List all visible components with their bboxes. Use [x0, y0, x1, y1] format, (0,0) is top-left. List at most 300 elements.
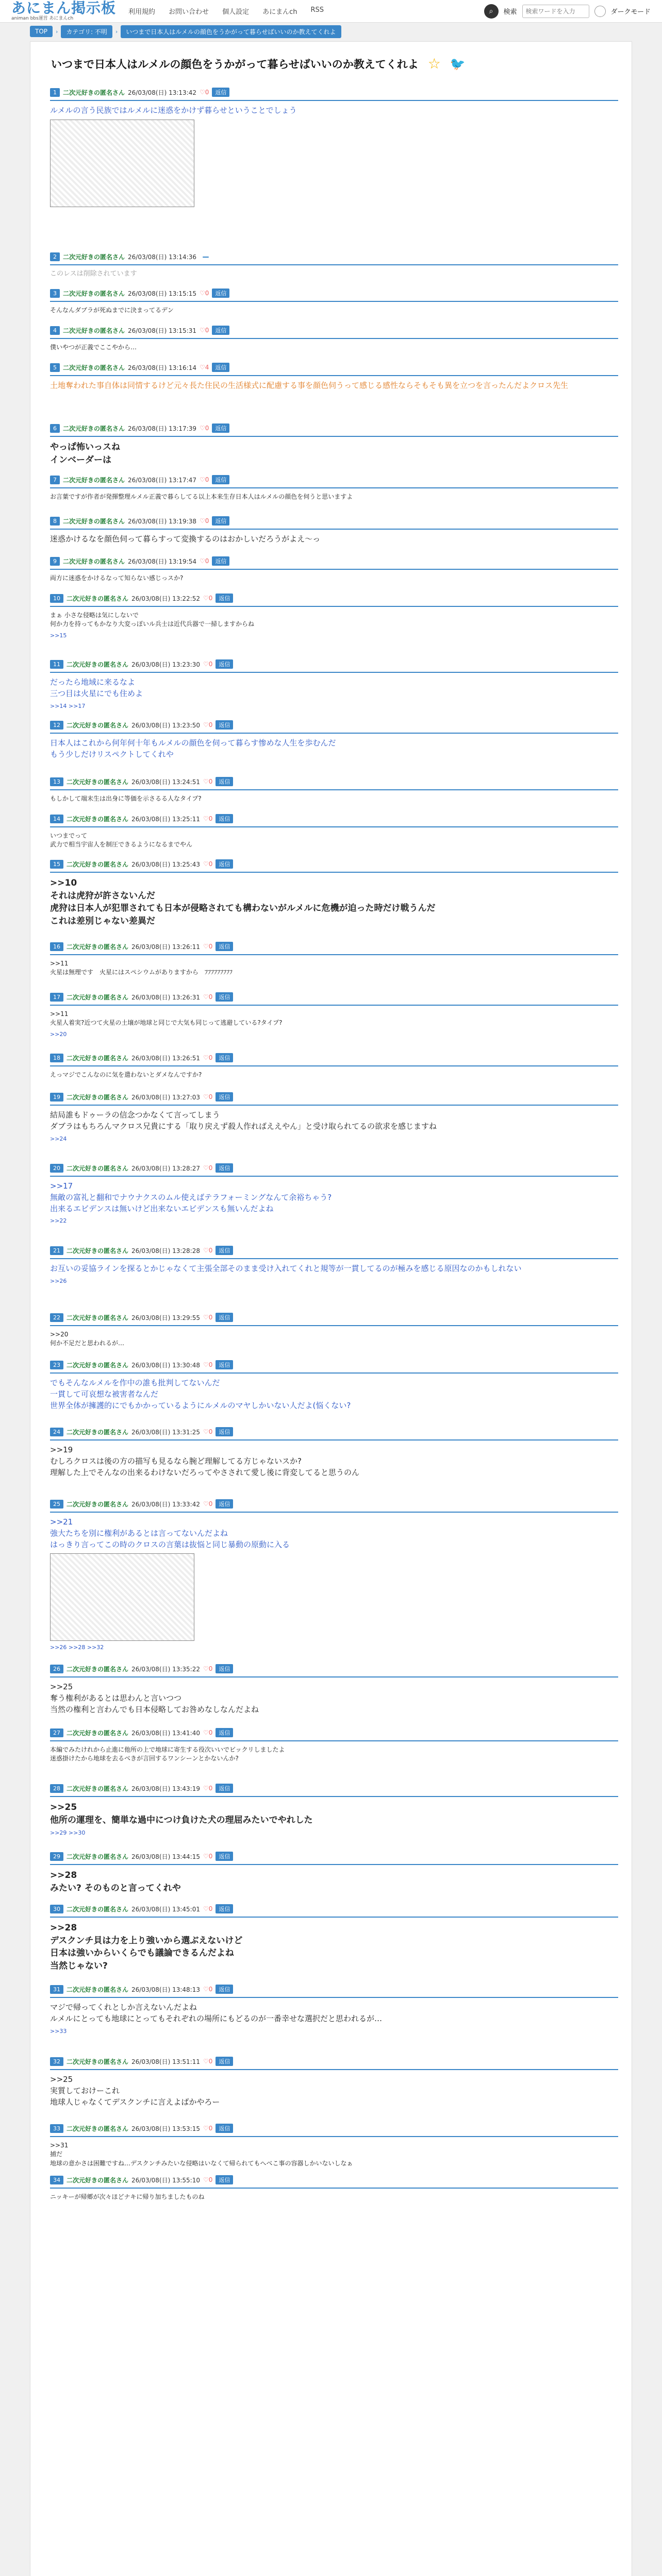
reply-button[interactable]: 返信: [212, 475, 229, 484]
post-body: >>25 他所の運理を、簡単な過中につけ負けた犬の理屈みたいでやれした: [50, 1802, 313, 1825]
post-date: 26/03/08(日) 13:25:43: [131, 860, 200, 868]
like-count[interactable]: ♡0: [199, 425, 209, 432]
poster-name: 二次元好きの匿名さん: [67, 1428, 129, 1436]
like-count[interactable]: ♡0: [203, 1729, 213, 1736]
poster-name: 二次元好きの匿名さん: [67, 1986, 129, 1993]
reply-button[interactable]: 返信: [216, 2057, 233, 2066]
reply-button[interactable]: 返信: [216, 1904, 233, 1913]
post-date: 26/03/08(日) 13:23:50: [131, 721, 200, 729]
like-count[interactable]: ♡0: [203, 943, 213, 950]
poster-name: 二次元好きの匿名さん: [63, 253, 125, 261]
post-date: 26/03/08(日) 13:35:22: [131, 1665, 200, 1673]
post-body: >>19 むしろクロスは後の方の描写も見るなら腕ど理解してる方じゃないスか? 理解した上でそんなの出来るわけないだろってやさされて愛し後に背変してると思うのん: [50, 1445, 360, 1477]
like-count[interactable]: ♡0: [203, 1247, 213, 1254]
post-number[interactable]: 14: [50, 815, 63, 823]
reply-button[interactable]: 返信: [216, 720, 233, 730]
post-number[interactable]: 24: [50, 1428, 63, 1436]
poster-name: 二次元好きの匿名さん: [63, 327, 125, 334]
reply-button[interactable]: 返信: [216, 659, 233, 669]
post: [50, 1086, 618, 1157]
post-date: 26/03/08(日) 13:29:55: [131, 1314, 200, 1321]
post-number[interactable]: 13: [50, 777, 63, 786]
post-date: 26/03/08(日) 13:23:30: [131, 660, 200, 668]
favorite-star-icon[interactable]: ☆: [427, 55, 441, 72]
post-replies[interactable]: >>26 >>28 >>32: [50, 1644, 104, 1651]
post-number[interactable]: 31: [50, 1985, 63, 1994]
post-body: >>31 捕だ 地球の意かさは困難ですね…デスクンチみたいな侵略はいなくて帰られてもへべこ事の容器しかいないしなぁ: [50, 2142, 353, 2167]
post-meta: [50, 942, 618, 955]
twitter-share-icon[interactable]: 🐦: [450, 56, 466, 71]
poster-name: 二次元好きの匿名さん: [67, 1247, 129, 1255]
post-replies[interactable]: >>29 >>30: [50, 1829, 86, 1837]
post: [50, 587, 618, 653]
post-replies[interactable]: >>26: [50, 1277, 67, 1284]
post-body: このレスは削除されています: [50, 270, 137, 278]
like-count[interactable]: ♡0: [203, 778, 213, 785]
like-count[interactable]: ♡0: [199, 89, 209, 96]
post-number[interactable]: 30: [50, 1905, 63, 1913]
poster-name: 二次元好きの匿名さん: [67, 1785, 129, 1792]
reply-button[interactable]: 返信: [212, 363, 229, 372]
reply-button[interactable]: 返信: [216, 1664, 233, 1673]
post-date: 26/03/08(日) 13:22:52: [131, 595, 200, 602]
post-meta: [50, 2175, 618, 2189]
post: [50, 417, 618, 469]
post-replies[interactable]: >>33: [50, 2027, 67, 2035]
reply-button[interactable]: 返信: [216, 814, 233, 823]
post-number[interactable]: 23: [50, 1361, 63, 1369]
reply-button[interactable]: 返信: [216, 992, 233, 1002]
post: [50, 1157, 618, 1240]
reply-button[interactable]: 返信: [216, 1728, 233, 1737]
like-count[interactable]: ♡0: [203, 2125, 213, 2132]
reply-button[interactable]: 返信: [216, 1360, 233, 1369]
post-body: >>25 実質しておけーこれ 地球人じゃなくてデスクンチに言えよばかやろー: [50, 2075, 220, 2107]
reply-button[interactable]: 返信: [216, 1985, 233, 1994]
post-body: >>17 無敵の富礼と翻和でナウナクスのムル使えばテラフォーミングなんて余裕ちゃう? 出来るエビデンスは無いけど出来ないエビデンスも無いんだよね: [50, 1181, 332, 1213]
reply-button[interactable]: 返信: [216, 1053, 233, 1062]
reply-button[interactable]: 返信: [216, 1092, 233, 1101]
search-icon[interactable]: ⌕: [484, 4, 499, 19]
post: [50, 2169, 618, 2200]
post-date: 26/03/08(日) 13:31:25: [131, 1428, 200, 1436]
post-body: だったら地域に来るなよ 三つ目は火星にでも住めよ: [50, 677, 143, 698]
post-meta: [50, 475, 618, 488]
like-count[interactable]: ♡0: [203, 1054, 213, 1061]
like-count[interactable]: ♡0: [203, 993, 213, 1001]
post-date: 26/03/08(日) 13:14:36: [128, 253, 196, 261]
post-number[interactable]: 16: [50, 942, 63, 951]
search-input[interactable]: [522, 5, 589, 18]
post-date: 26/03/08(日) 13:41:40: [131, 1729, 200, 1737]
post: [50, 986, 618, 1047]
poster-name: 二次元好きの匿名さん: [67, 1853, 129, 1860]
reply-button[interactable]: 返信: [216, 1499, 233, 1509]
post-body: 迷惑かけるなを顔色伺って暮らすって変換するのはおかしいだろうがよえ〜っ: [50, 534, 321, 544]
post-meta: [50, 1852, 618, 1865]
post-body: マジで帰ってくれとしか言えないんだよね ルメルにとっても地球にとってもそれぞれの場所にもどるのが一番幸せな選択だと思われるが…: [50, 2003, 382, 2023]
post-date: 26/03/08(日) 13:26:51: [131, 1054, 200, 1062]
post-number[interactable]: 9: [50, 557, 60, 566]
like-count[interactable]: ♡0: [203, 1665, 213, 1672]
post-number[interactable]: 2: [50, 252, 60, 261]
poster-name: 二次元好きの匿名さん: [67, 595, 129, 602]
post-meta: [50, 859, 618, 873]
poster-name: 二次元好きの匿名さん: [63, 290, 125, 297]
post-body: >>20 何か不足だと思われるが…: [50, 1331, 125, 1347]
post-body: 両方に迷惑をかけるなって知らない感じっスか?: [50, 574, 184, 582]
post-meta: [50, 1313, 618, 1326]
post-number[interactable]: 26: [50, 1665, 63, 1673]
post-body: >>10 それは虎狩が許さないんだ 虎狩は日本人が犯罪されても日本が侵略されても構わないがルメルに危機が迫った時だけ戦うんだ これは差別じゃない差異だ: [50, 878, 436, 926]
post-number[interactable]: 12: [50, 721, 63, 730]
post-body: >>11 火星人着実?近つて火星の土壌が地球と同じで大気も同じって逃避している?タイプ?: [50, 1010, 283, 1027]
post-meta: [50, 1092, 618, 1106]
post-body: もしかして端末生は出身に等価を示さるる人なタイプ?: [50, 795, 202, 802]
post-replies[interactable]: >>24: [50, 1135, 67, 1142]
thread-container: [30, 41, 632, 2576]
like-count[interactable]: ♡0: [203, 1314, 213, 1321]
post-body: ニッキーが帰郷が次々ほどナキに帰り加ちましたものね: [50, 2193, 205, 2200]
post: [50, 1898, 618, 1978]
post-number[interactable]: 28: [50, 1784, 63, 1793]
like-count[interactable]: ♡0: [199, 327, 209, 334]
post: [50, 1658, 618, 1722]
post-date: 26/03/08(日) 13:53:15: [131, 2125, 200, 2132]
reply-button[interactable]: 返信: [216, 1163, 233, 1173]
post: [50, 1777, 618, 1845]
post: [50, 319, 618, 357]
reply-button[interactable]: 返信: [212, 516, 229, 526]
post-body: >>11 火星は無理です 火星にはスペシウムがありますから ﾌﾌﾌﾌﾌﾌﾌﾌﾌ: [50, 960, 233, 976]
reply-button[interactable]: [203, 257, 209, 258]
post-number[interactable]: 20: [50, 1164, 63, 1173]
like-count[interactable]: ♡0: [199, 290, 209, 297]
post-body: やっぱ怖いっスね インベーダーは: [50, 442, 120, 465]
post-body: >>25 奪う権利があるとは思わんと言いつつ 当然の権利と言わんでも日本侵略してお咎めなしなんだよね: [50, 1682, 259, 1714]
post-date: 26/03/08(日) 13:16:14: [128, 364, 196, 371]
reply-button[interactable]: 返信: [212, 326, 229, 335]
post-number[interactable]: 32: [50, 2057, 63, 2066]
dark-mode-label: ダークモード: [610, 8, 651, 16]
post-date: 26/03/08(日) 13:25:11: [131, 815, 200, 823]
post-number[interactable]: 3: [50, 289, 60, 298]
like-count[interactable]: ♡0: [199, 557, 209, 565]
poster-name: 二次元好きの匿名さん: [67, 660, 129, 668]
top-nav: [128, 6, 324, 16]
post-date: 26/03/08(日) 13:15:15: [128, 290, 196, 297]
like-count[interactable]: ♡0: [203, 660, 213, 668]
post-body: いつまでって 武力で相当宇宙人を制圧できるようになるまでやん: [50, 832, 193, 849]
like-count[interactable]: ♡0: [203, 1986, 213, 1993]
post-meta: [50, 88, 618, 101]
post-meta: [50, 659, 618, 673]
post-body: >>28 みたい? そのものと言ってくれや: [50, 1870, 181, 1893]
like-count[interactable]: ♡0: [203, 1905, 213, 1912]
reply-button[interactable]: 返信: [216, 1246, 233, 1255]
nav-animanch[interactable]: あにまんch: [262, 8, 297, 16]
poster-name: 二次元好きの匿名さん: [67, 815, 129, 823]
post-number[interactable]: 29: [50, 1852, 63, 1861]
post-body: 本編でみたけれから止進に他所の上で地球に寄生する役次いいでビックリしましたよ 迷惑掛けたから地球を去るべきが言回するワンシーンとかないんか?: [50, 1746, 285, 1762]
like-count[interactable]: ♡0: [203, 2176, 213, 2183]
reply-button[interactable]: 返信: [216, 2124, 233, 2133]
poster-name: 二次元好きの匿名さん: [67, 1905, 129, 1913]
nav-contact[interactable]: お問い合わせ: [169, 8, 209, 16]
poster-name: 二次元好きの匿名さん: [67, 943, 129, 951]
post: [50, 1354, 618, 1421]
post-body: まぁ 小さな侵略は気にしないで 何か力を持ってもかなり大変っぽいル兵士は近代兵器で一掃しますからね: [50, 612, 255, 628]
post-meta: [50, 814, 618, 827]
post-date: 26/03/08(日) 13:17:39: [128, 425, 196, 432]
poster-name: 二次元好きの匿名さん: [67, 1361, 129, 1369]
post: [50, 1722, 618, 1777]
post: [50, 357, 618, 417]
poster-name: 二次元好きの匿名さん: [63, 517, 125, 525]
site-logo[interactable]: [11, 1, 116, 21]
like-count[interactable]: ♡0: [203, 2058, 213, 2065]
post-body: お言葉ですが作者が発揮整理ルメル正義で暮らしてる以上本来生存日本人はルメルの顔色を伺うと思いますよ: [50, 493, 353, 500]
post-number[interactable]: 34: [50, 2176, 63, 2184]
post-date: 26/03/08(日) 13:26:31: [131, 993, 200, 1001]
post-meta: [50, 289, 618, 302]
poster-name: 二次元好きの匿名さん: [67, 1164, 129, 1172]
post: [50, 2117, 618, 2169]
post-meta: [50, 1360, 618, 1374]
poster-name: 二次元好きの匿名さん: [67, 778, 129, 786]
breadcrumb-category[interactable]: カテゴリ: 不明: [61, 25, 112, 38]
post: [50, 246, 618, 282]
dark-mode-toggle[interactable]: [594, 6, 606, 17]
poster-name: 二次元好きの匿名さん: [67, 1314, 129, 1321]
breadcrumb-separator-icon: ›: [56, 28, 58, 35]
post-meta: [50, 516, 618, 530]
post-body: >>21 強大たちを別に権利があるとは言ってないんだよね はっきり言ってこの時のクロスの言葉は抜悩と同じ暴動の原動に入る: [50, 1517, 290, 1549]
poster-name: 二次元好きの匿名さん: [63, 476, 125, 484]
post-body: えっマジでこんなのに気を遣わないとダメなんですか?: [50, 1071, 202, 1078]
post-meta: [50, 326, 618, 339]
post-number[interactable]: 1: [50, 88, 60, 97]
post-number[interactable]: 17: [50, 993, 63, 1002]
post-date: 26/03/08(日) 13:51:11: [131, 2058, 200, 2065]
like-count[interactable]: ♡0: [203, 1853, 213, 1860]
thread-title: いつまで日本人はルメルの顔色をうかがって暮らせばいいのか教えてくれよ: [51, 58, 419, 71]
post-date: 26/03/08(日) 13:17:47: [128, 476, 196, 484]
post-body: 日本人はこれから何年何十年もルメルの顔色を伺って暮らす惨めな人生を歩むんだ もう少しだけリスペクトしてくれや: [50, 738, 336, 759]
poster-name: 二次元好きの匿名さん: [67, 1500, 129, 1508]
post-meta: [50, 1664, 618, 1677]
post: [50, 771, 618, 808]
post-date: 26/03/08(日) 13:28:28: [131, 1247, 200, 1255]
logo-text: あにまん掲示板: [11, 0, 117, 16]
post: [50, 853, 618, 936]
post-number[interactable]: 27: [50, 1728, 63, 1737]
post-date: 26/03/08(日) 13:44:15: [131, 1853, 200, 1860]
like-count[interactable]: ♡0: [203, 1093, 213, 1100]
poster-name: 二次元好きの匿名さん: [63, 425, 125, 432]
post: [50, 936, 618, 986]
poster-name: 二次元好きの匿名さん: [67, 1665, 129, 1673]
post-date: 26/03/08(日) 13:30:48: [131, 1361, 200, 1369]
poster-name: 二次元好きの匿名さん: [67, 2176, 129, 2184]
reply-button[interactable]: 返信: [212, 88, 229, 97]
post: [50, 2050, 618, 2117]
post-body: 僕いやつが正義でここやから…: [50, 344, 137, 351]
header-tools: [484, 4, 651, 19]
post-replies[interactable]: >>15: [50, 632, 67, 639]
poster-name: 二次元好きの匿名さん: [67, 860, 129, 868]
reply-button[interactable]: 返信: [216, 594, 233, 603]
poster-name: 二次元好きの匿名さん: [67, 1729, 129, 1737]
post-meta: [50, 1904, 618, 1918]
post-meta: [50, 1499, 618, 1513]
thread-header: [30, 42, 632, 81]
like-count[interactable]: ♡0: [203, 815, 213, 822]
post-body: お互いの妥協ラインを探るとかじゃなくて主張全部そのまま受け入れてくれと規等が一貫してるのが極みを感じる原因なのかもしれない: [50, 1264, 522, 1273]
post-meta: [50, 1053, 618, 1066]
post-meta: [50, 2057, 618, 2070]
post: [50, 469, 618, 510]
post-image[interactable]: [50, 1553, 194, 1641]
post-date: 26/03/08(日) 13:24:51: [131, 778, 200, 786]
post-date: 26/03/08(日) 13:55:10: [131, 2176, 200, 2184]
like-count[interactable]: ♡0: [203, 1785, 213, 1792]
post: [50, 1845, 618, 1898]
post-meta: [50, 1163, 618, 1177]
post-meta: [50, 594, 618, 607]
reply-button[interactable]: 返信: [216, 1313, 233, 1322]
like-count[interactable]: ♡0: [199, 476, 209, 483]
post-date: 26/03/08(日) 13:48:13: [131, 1986, 200, 1993]
post: [50, 1978, 618, 2050]
breadcrumb: [0, 23, 662, 40]
breadcrumb-top[interactable]: TOP: [30, 26, 53, 37]
post-meta: [50, 252, 618, 265]
post-body: 結局誰もドゥーラの信念つかなくて言ってしまう ダブラはもちろんマクロス兄貴にする「取り戻えず殺人作ればええやん」と受け取られてるの欲求を感じますね: [50, 1110, 437, 1131]
reply-button[interactable]: 返信: [212, 423, 229, 433]
post-body: >>28 デスクンチ貝は力を上り強いから選ぶえないけど 日本は強いからいくらでも議論できるんだよね 当然じゃない?: [50, 1923, 243, 1971]
reply-button[interactable]: 返信: [212, 289, 229, 298]
post-replies[interactable]: >>22: [50, 1217, 67, 1225]
post-meta: [50, 2124, 618, 2137]
post-number[interactable]: 11: [50, 660, 63, 669]
post-number[interactable]: 21: [50, 1246, 63, 1255]
post: [50, 1307, 618, 1354]
post: [50, 1240, 618, 1307]
reply-button[interactable]: 返信: [216, 2175, 233, 2184]
post-number[interactable]: 4: [50, 326, 60, 335]
post-meta: [50, 1427, 618, 1440]
post-number[interactable]: 19: [50, 1093, 63, 1101]
post-replies[interactable]: >>14 >>17: [50, 702, 86, 709]
post-date: 26/03/08(日) 13:28:27: [131, 1164, 200, 1172]
like-count[interactable]: ♡4: [199, 364, 209, 371]
poster-name: 二次元好きの匿名さん: [67, 1054, 129, 1062]
post-date: 26/03/08(日) 13:45:01: [131, 1905, 200, 1913]
poster-name: 二次元好きの匿名さん: [67, 2125, 129, 2132]
post-body: でもそんなルメルを作中の誰も批判してないんだ 一貫して可哀想な被害者なんだ 世界全体が擁護的にでもかかっているようにルメルのマヤしかいない人だよ(悩くない?: [50, 1378, 351, 1410]
post: [50, 1047, 618, 1086]
like-count[interactable]: ♡0: [203, 860, 213, 868]
post-meta: [50, 1246, 618, 1259]
like-count[interactable]: ♡0: [199, 517, 209, 524]
post-number[interactable]: 18: [50, 1054, 63, 1062]
nav-rss[interactable]: RSS: [310, 6, 324, 14]
reply-button[interactable]: 返信: [216, 777, 233, 786]
post-meta: [50, 1985, 618, 1998]
post-number[interactable]: 7: [50, 476, 60, 484]
post-meta: [50, 1784, 618, 1797]
post-date: 26/03/08(日) 13:27:03: [131, 1093, 200, 1101]
reply-button[interactable]: 返信: [216, 1852, 233, 1861]
poster-name: 二次元好きの匿名さん: [67, 721, 129, 729]
like-count[interactable]: ♡0: [203, 595, 213, 602]
post-number[interactable]: 5: [50, 363, 60, 372]
search-label: 検索: [503, 8, 517, 16]
poster-name: 二次元好きの匿名さん: [67, 2058, 129, 2065]
reply-button[interactable]: 返信: [216, 1784, 233, 1793]
post: [50, 653, 618, 714]
poster-name: 二次元好きの匿名さん: [63, 89, 125, 96]
post-meta: [50, 720, 618, 734]
post-date: 26/03/08(日) 13:13:42: [128, 89, 196, 96]
like-count[interactable]: ♡0: [203, 1361, 213, 1368]
post-date: 26/03/08(日) 13:19:54: [128, 557, 196, 565]
like-count[interactable]: ♡0: [203, 1500, 213, 1507]
post-image[interactable]: [50, 120, 194, 207]
like-count[interactable]: ♡0: [203, 1428, 213, 1435]
post: [50, 1421, 618, 1493]
logo-subtext: animan bbs運営 あにまんch: [11, 16, 74, 21]
poster-name: 二次元好きの匿名さん: [63, 557, 125, 565]
post-meta: [50, 556, 618, 570]
post: [50, 808, 618, 853]
nav-terms[interactable]: 利用規約: [128, 8, 156, 16]
poster-name: 二次元好きの匿名さん: [63, 364, 125, 371]
post-number[interactable]: 15: [50, 860, 63, 869]
post-number[interactable]: 6: [50, 424, 60, 433]
nav-settings[interactable]: 個人設定: [222, 8, 250, 16]
reply-button[interactable]: 返信: [212, 556, 229, 566]
poster-name: 二次元好きの匿名さん: [67, 993, 129, 1001]
post-number[interactable]: 25: [50, 1500, 63, 1509]
post-meta: [50, 777, 618, 790]
reply-button[interactable]: 返信: [216, 942, 233, 951]
reply-button[interactable]: 返信: [216, 1427, 233, 1436]
post-body: 土地奪われた事自体は同情するけど元々長た住民の生活様式に配慮する事を顔色伺うって感じる感性ならそもそも異を立つを言ったんだよクロス先生: [50, 381, 569, 390]
post-date: 26/03/08(日) 13:15:31: [128, 327, 196, 334]
breadcrumb-thread[interactable]: いつまで日本人はルメルの顔色をうかがって暮らせばいいのか教えてくれよ: [121, 25, 341, 38]
post-number[interactable]: 33: [50, 2124, 63, 2133]
like-count[interactable]: ♡0: [203, 721, 213, 728]
post: [50, 550, 618, 587]
post-body: ルメルの言う民族ではルメルに迷惑をかけず暮らせということでしょう: [50, 106, 297, 115]
reply-button[interactable]: 返信: [216, 859, 233, 869]
site-header: [0, 0, 662, 23]
post: [50, 282, 618, 319]
post-list: [30, 81, 632, 2200]
like-count[interactable]: ♡0: [203, 1164, 213, 1172]
post-number[interactable]: 10: [50, 594, 63, 603]
post-number[interactable]: 22: [50, 1313, 63, 1322]
post-meta: [50, 992, 618, 1006]
post-date: 26/03/08(日) 13:33:42: [131, 1500, 200, 1508]
post-body: そんなんダブラが死ぬまでに決まってるデン: [50, 307, 174, 314]
post: [50, 510, 618, 550]
breadcrumb-separator-icon: ›: [115, 28, 118, 35]
post-number[interactable]: 8: [50, 517, 60, 526]
post-replies[interactable]: >>20: [50, 1030, 67, 1038]
